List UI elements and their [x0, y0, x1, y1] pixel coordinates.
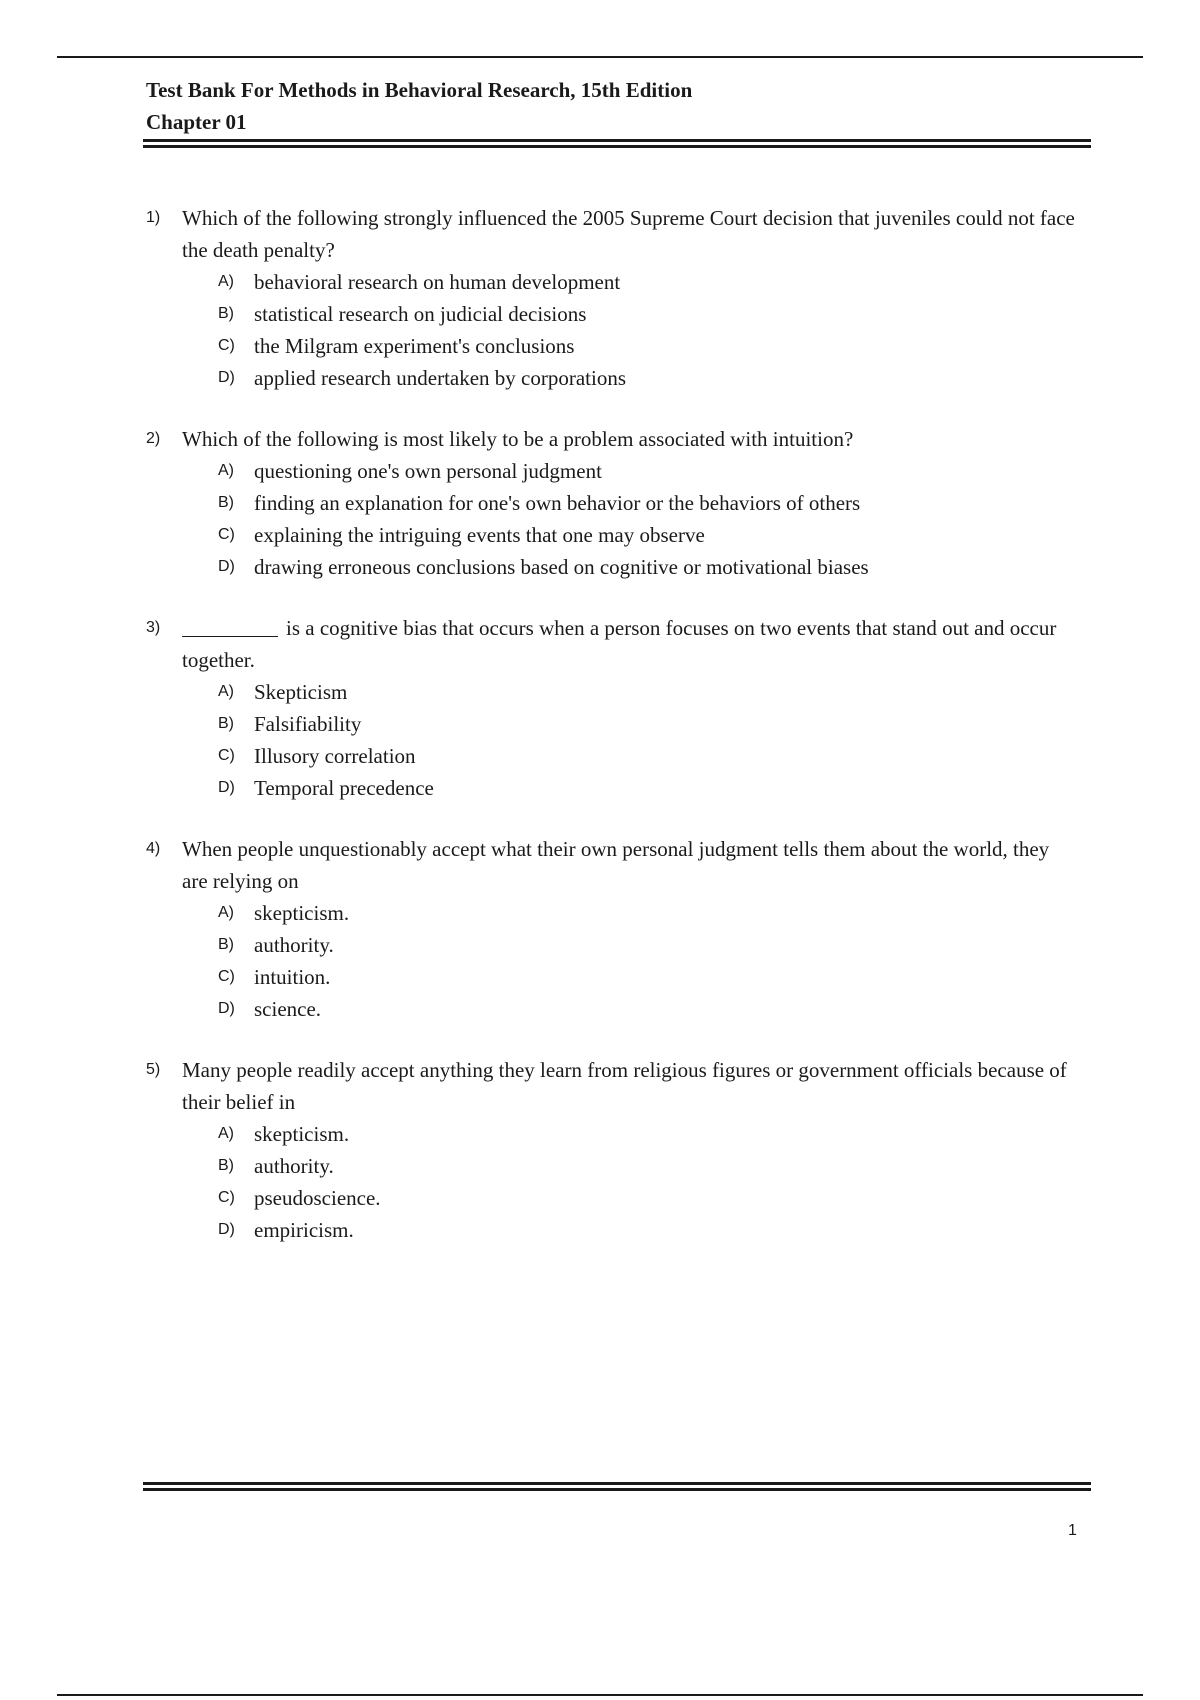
option-d: [146, 362, 1076, 394]
option-text: Falsifiability: [254, 712, 362, 736]
footer-double-rule: [143, 1482, 1091, 1491]
option-d: [146, 551, 1076, 583]
option-b: [146, 298, 1076, 330]
option-letter: C): [218, 337, 235, 354]
question-number: 4): [146, 840, 161, 857]
option-text: pseudoscience.: [254, 1186, 381, 1210]
option-text: intuition.: [254, 965, 331, 989]
option-b: [146, 929, 1076, 961]
question-1: [146, 202, 1076, 394]
option-d: [146, 772, 1076, 804]
option-text: Temporal precedence: [254, 776, 434, 800]
option-letter: B): [218, 715, 234, 732]
option-letter: C): [218, 968, 235, 985]
page-top-rule: [57, 56, 1143, 58]
option-text: skepticism.: [254, 901, 350, 925]
option-text: empiricism.: [254, 1218, 354, 1242]
option-letter: D): [218, 558, 235, 575]
option-letter: C): [218, 526, 235, 543]
question-3: [146, 612, 1076, 804]
option-text: Illusory correlation: [254, 744, 416, 768]
question-text: Many people readily accept anything they learn from religious figures or government officials because of their belief in: [182, 1058, 1067, 1114]
document-title: Test Bank For Methods in Behavioral Research, 15th Edition: [146, 78, 693, 102]
option-letter: A): [218, 1125, 234, 1142]
option-letter: C): [218, 747, 235, 764]
option-a: [146, 676, 1076, 708]
question-text: is a cognitive bias that occurs when a person focuses on two events that stand out and occur together.: [182, 616, 1057, 672]
option-letter: C): [218, 1189, 235, 1206]
option-b: [146, 708, 1076, 740]
question-number: 5): [146, 1061, 161, 1078]
option-text: behavioral research on human development: [254, 270, 621, 294]
option-text: explaining the intriguing events that one may observe: [254, 523, 705, 547]
document-header: [146, 74, 692, 138]
page-number: 1: [1068, 1522, 1077, 1539]
option-text: statistical research on judicial decisions: [254, 302, 587, 326]
option-a: [146, 455, 1076, 487]
option-text: the Milgram experiment's conclusions: [254, 334, 575, 358]
option-text: skepticism.: [254, 1122, 350, 1146]
option-letter: B): [218, 1157, 234, 1174]
option-c: [146, 1182, 1076, 1214]
header-double-rule: [143, 139, 1091, 148]
question-text: Which of the following is most likely to be a problem associated with intuition?: [182, 427, 854, 451]
option-letter: D): [218, 1000, 235, 1017]
option-text: applied research undertaken by corporations: [254, 366, 627, 390]
chapter-title: Chapter 01: [146, 110, 247, 134]
option-b: [146, 487, 1076, 519]
option-c: [146, 330, 1076, 362]
option-letter: B): [218, 936, 234, 953]
option-text: authority.: [254, 1154, 334, 1178]
question-text: When people unquestionably accept what their own personal judgment tells them about the world, they are relying on: [182, 837, 1050, 893]
option-letter: A): [218, 273, 234, 290]
question-number: 1): [146, 209, 161, 226]
option-b: [146, 1150, 1076, 1182]
option-letter: B): [218, 494, 234, 511]
page-bottom-rule: [57, 1694, 1143, 1696]
question-text: Which of the following strongly influenced the 2005 Supreme Court decision that juveniles could not face the death penalty?: [182, 206, 1075, 262]
option-a: [146, 1118, 1076, 1150]
option-letter: D): [218, 369, 235, 386]
option-letter: B): [218, 305, 234, 322]
option-letter: A): [218, 904, 234, 921]
option-text: drawing erroneous conclusions based on cognitive or motivational biases: [254, 555, 869, 579]
option-text: authority.: [254, 933, 334, 957]
option-d: [146, 1214, 1076, 1246]
question-number: 2): [146, 430, 161, 447]
question-list: [146, 202, 1076, 1275]
question-5: [146, 1054, 1076, 1246]
option-text: science.: [254, 997, 322, 1021]
option-text: Skepticism: [254, 680, 348, 704]
option-a: [146, 897, 1076, 929]
option-text: finding an explanation for one's own behavior or the behaviors of others: [254, 491, 861, 515]
option-text: questioning one's own personal judgment: [254, 459, 602, 483]
option-letter: A): [218, 462, 234, 479]
option-c: [146, 740, 1076, 772]
option-c: [146, 961, 1076, 993]
option-letter: D): [218, 779, 235, 796]
option-letter: A): [218, 683, 234, 700]
option-letter: D): [218, 1221, 235, 1238]
option-d: [146, 993, 1076, 1025]
option-c: [146, 519, 1076, 551]
fill-in-blank: [182, 616, 278, 637]
question-number: 3): [146, 619, 161, 636]
option-a: [146, 266, 1076, 298]
question-2: [146, 423, 1076, 583]
question-4: [146, 833, 1076, 1025]
